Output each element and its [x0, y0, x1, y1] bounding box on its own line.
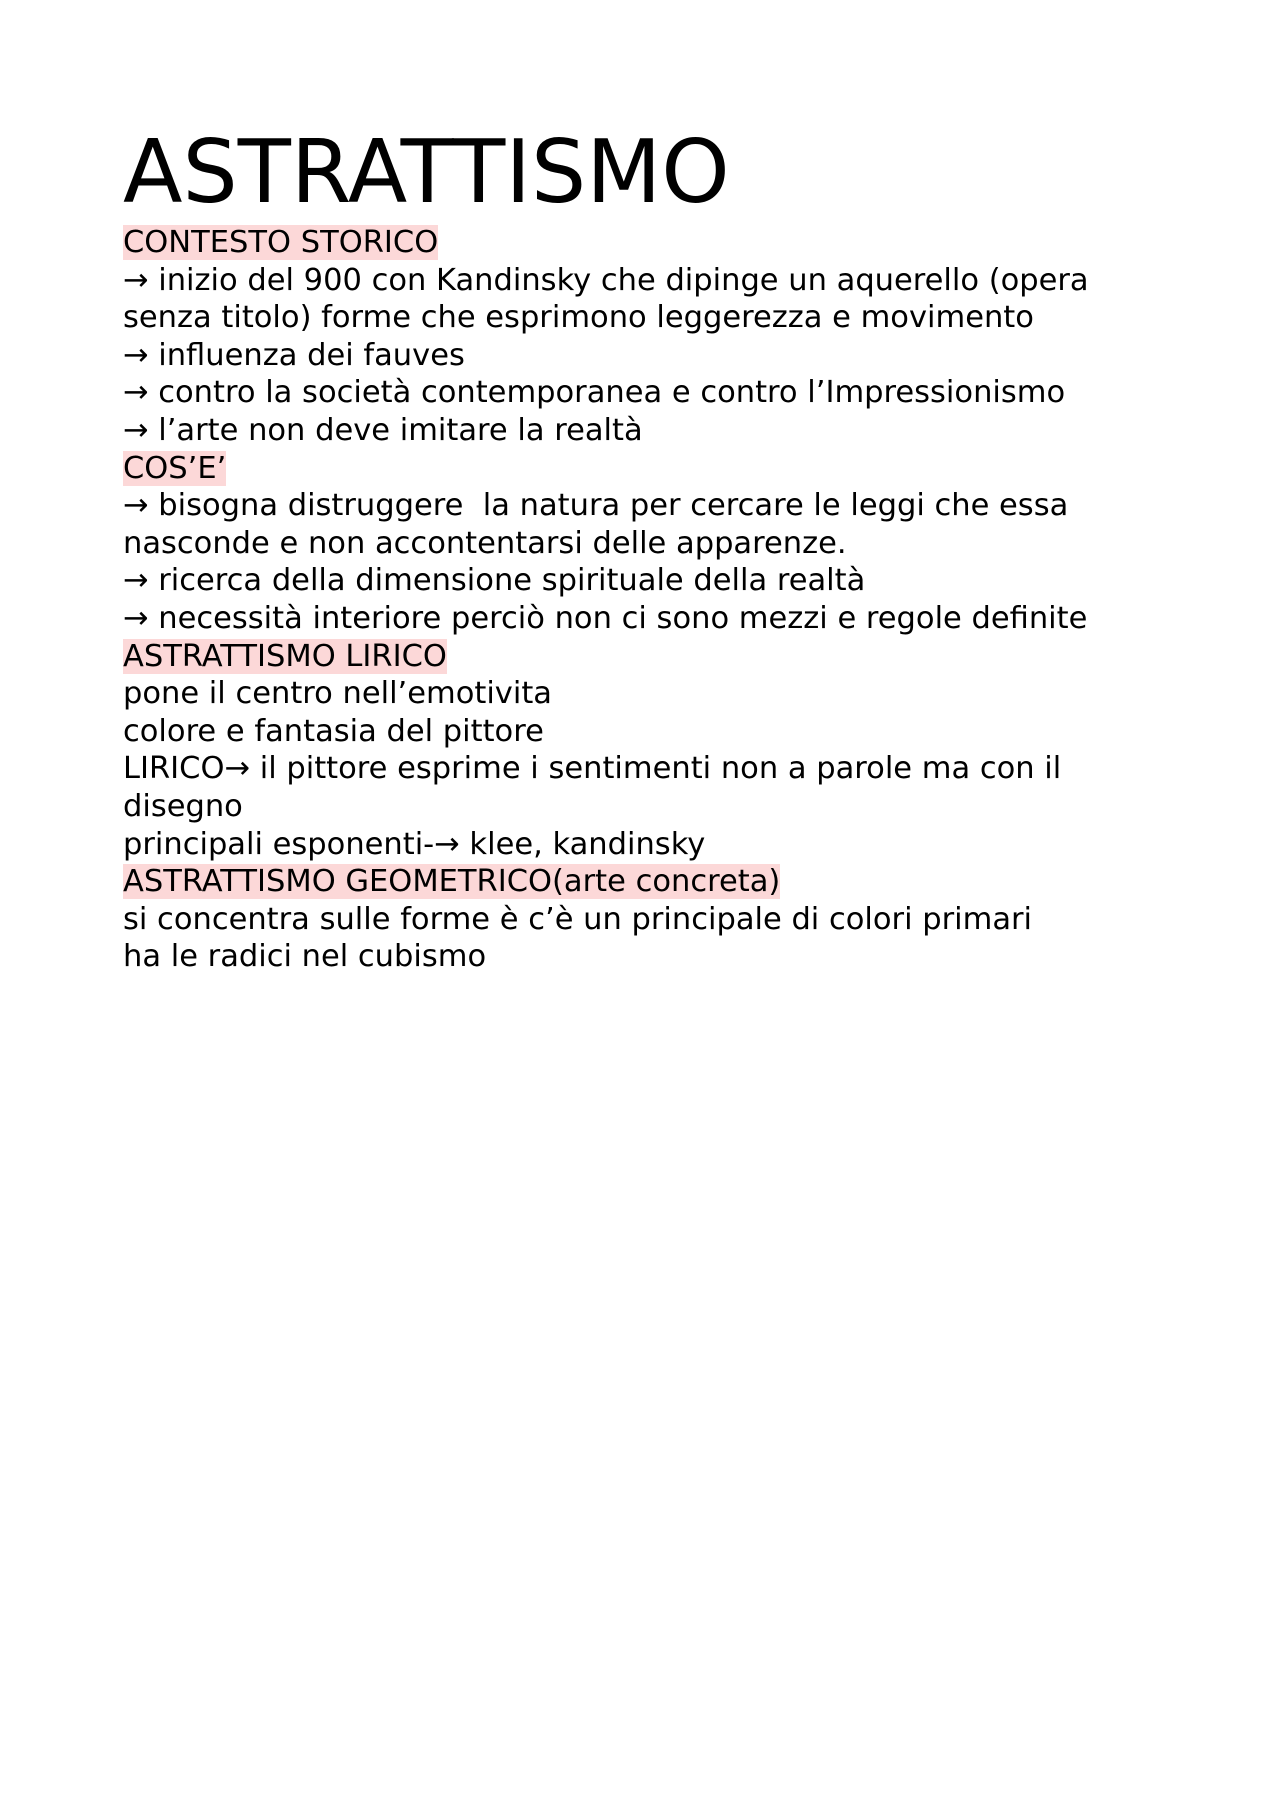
highlighted-heading-text: ASTRATTISMO GEOMETRICO(arte concreta)	[123, 864, 781, 900]
text-line: disegno	[123, 788, 243, 824]
text-line: → necessità interiore perciò non ci sono mezzi e regole definite	[123, 600, 1088, 636]
text-line: nasconde e non accontentarsi delle apparenze.	[123, 525, 847, 561]
text-line: → bisogna distruggere la natura per cercare le leggi che essa	[123, 488, 1069, 524]
section-contesto-storico	[123, 224, 1163, 450]
document-title: ASTRATTISMO	[123, 121, 730, 223]
section-cos-e	[123, 450, 1163, 638]
section-heading	[123, 224, 1163, 262]
highlighted-heading-text: ASTRATTISMO LIRICO	[123, 638, 447, 674]
text-line: → inizio del 900 con Kandinsky che dipinge un aquerello (opera	[123, 262, 1089, 298]
text-line: senza titolo) forme che esprimono leggerezza e movimento	[123, 300, 1034, 336]
document-page	[123, 122, 1163, 976]
section-astrattismo-geometrico	[123, 863, 1163, 976]
section-heading	[123, 638, 1163, 676]
section-heading	[123, 863, 1163, 901]
text-line: si concentra sulle forme è c’è un principale di colori primari	[123, 901, 1033, 937]
text-line: colore e fantasia del pittore	[123, 713, 544, 749]
highlighted-heading-text: COS’E’	[123, 450, 227, 486]
text-line: ha le radici nel cubismo	[123, 939, 487, 975]
text-line: → l’arte non deve imitare la realtà	[123, 412, 643, 448]
section-heading	[123, 450, 1163, 488]
text-line: → influenza dei fauves	[123, 337, 465, 373]
text-line: LIRICO→ il pittore esprime i sentimenti non a parole ma con il	[123, 751, 1062, 787]
text-line: principali esponenti-→ klee, kandinsky	[123, 826, 706, 862]
text-line: → ricerca della dimensione spirituale della realtà	[123, 563, 866, 599]
section-astrattismo-lirico	[123, 638, 1163, 864]
text-line: → contro la società contemporanea e contro l’Impressionismo	[123, 375, 1066, 411]
text-line: pone il centro nell’emotivita	[123, 676, 552, 712]
highlighted-heading-text: CONTESTO STORICO	[123, 225, 439, 260]
